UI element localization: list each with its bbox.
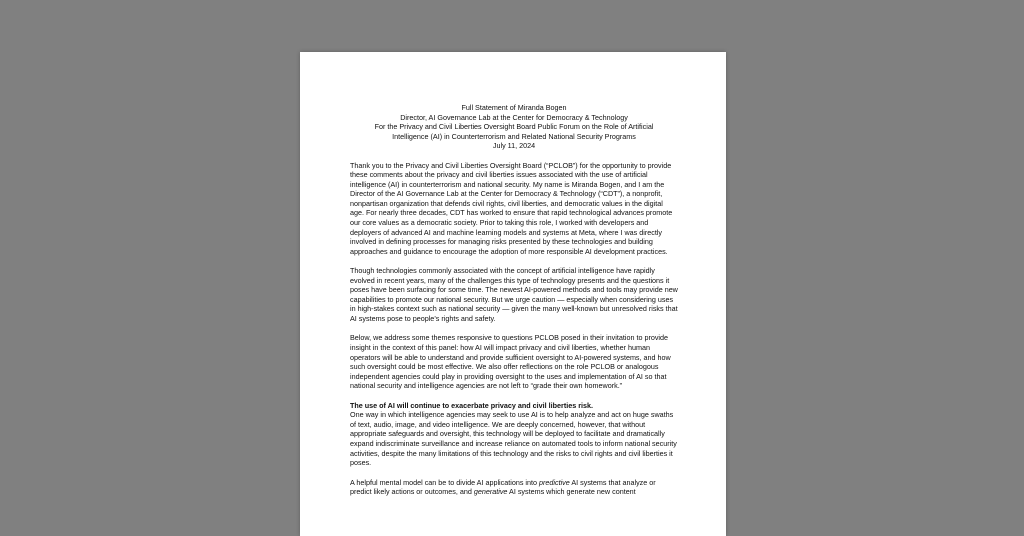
header-title: Full Statement of Miranda Bogen [461,103,567,112]
document-page [300,52,726,536]
paragraph-introduction: Thank you to the Privacy and Civil Liberties Oversight Board (“PCLOB”) for the opportunity to provide these comments about the privacy and civil liberties issues associated with the use of artificial intelligence (AI) in counterterrorism and national security. My name is Miranda Bogen, and I am the Director of the AI Governance Lab at the Center for Democracy & Technology (“CDT”), a nonprofit, nonpartisan organization that defends civil rights, civil liberties, and democratic values in the digital age. For nearly three decades, CDT has worked to ensure that rapid technological advances promote our core values as a democratic society. Prior to taking this role, I worked with developers and deployers of advanced AI and machine learning models and systems at Meta, where I was directly involved in defining processes for managing risks presented by these technologies and building approaches and guidance to encourage the adoption of more responsible AI development practices. [350,160,673,256]
document-header [350,103,678,151]
mental-model-text-c: AI systems which generate new content [507,487,636,497]
header-author-role: Director, AI Governance Lab at the Center for Democracy & Technology [400,112,628,122]
paragraph-surveillance: One way in which intelligence agencies may seek to use AI is to help analyze and act on huge swaths of text, audio, image, and video intelligence. We are deeply concerned, however, that without appropriate safeguards and oversight, this technology will be deployed to facilitate and dramatically expand indiscriminate surveillance and increase reliance on automated tools to inform national security activities, despite the many limitations of this technology and the risks to civil rights and civil liberties it poses. [350,410,677,468]
emphasis-predictive: predictive [539,477,570,487]
mental-model-text-a: A helpful mental model can be to divide AI applications into [350,477,539,487]
section-privacy-risk [350,401,678,468]
header-forum-line-2: Intelligence (AI) in Counterterrorism and Related National Security Programs [392,131,636,141]
emphasis-generative: generative [473,487,508,497]
document-content [350,103,678,507]
paragraph-context: Though technologies commonly associated with the concept of artificial intelligence have rapidly evolved in recent years, many of the challenges this type of technology presents and the questions it poses have been surfacing for some time. The newest AI-powered methods and tools may provide new capabilities to promote our national security. But we urge caution — especially when considering uses in high-stakes context such as national security — given the many well-known but unresolved risks that AI systems pose to people’s rights and safety. [350,266,678,323]
section-heading: The use of AI will continue to exacerbate privacy and civil liberties risk. [350,400,593,410]
header-date: July 11, 2024 [492,141,536,151]
header-forum-line-1: For the Privacy and Civil Liberties Oversight Board Public Forum on the Role of Artificial [374,122,654,132]
paragraph-mental-model [350,478,678,497]
mental-model-text-b: AI systems that analyze or predict likely actions or outcomes, and [350,477,656,497]
paragraph-themes: Below, we address some themes responsive to questions PCLOB posed in their invitation to provide insight in the context of this panel: how AI will impact privacy and civil liberties, whether human operators will be able to understand and provide sufficient oversight to AI-powered systems, and how such oversight could be most effective. We also offer reflections on the role PCLOB or analogous independent agencies could play in providing oversight to the uses and implementation of AI so that national security and intelligence agencies are not left to “grade their own homework.” [350,333,671,391]
